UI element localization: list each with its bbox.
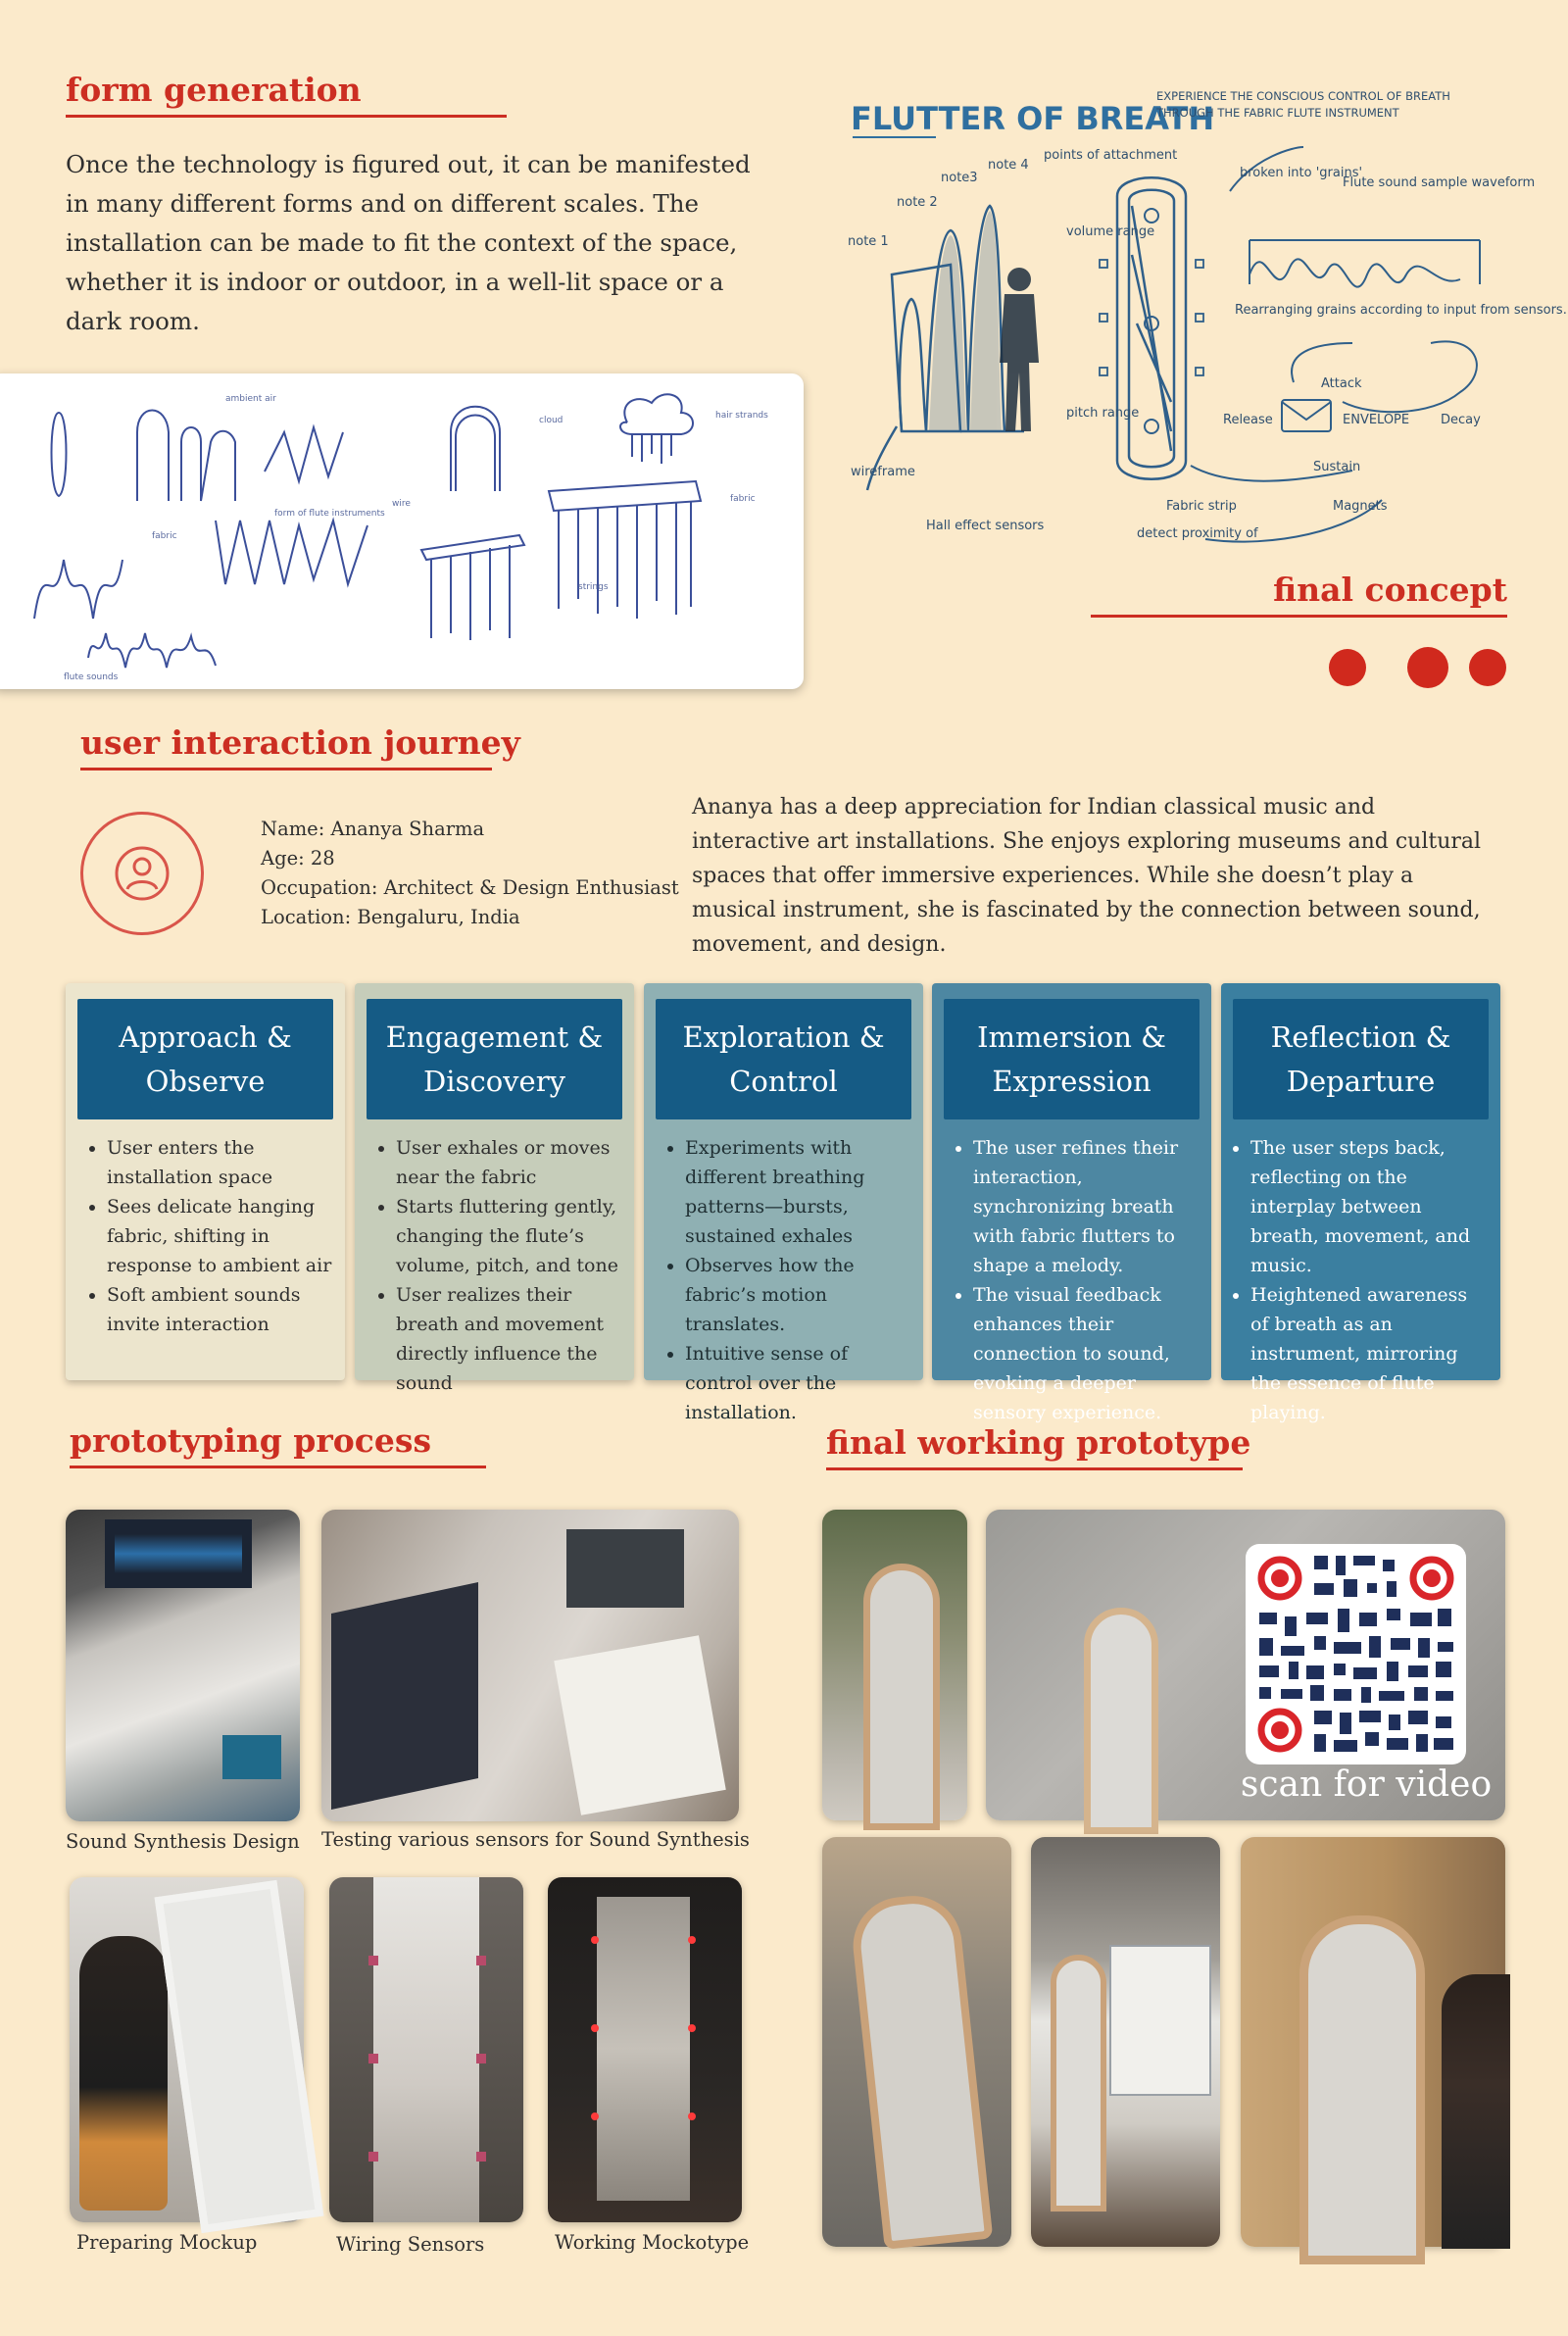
concept-sketch	[843, 78, 1567, 569]
prototype-arch	[1084, 1608, 1158, 1834]
label-note4: note 4	[988, 158, 1029, 173]
stage-immersion	[932, 983, 1211, 1423]
caption-working: Working Mockotype	[555, 2231, 750, 2254]
label-proximity: detect proximity of	[1137, 526, 1258, 541]
stage-list	[1221, 1133, 1500, 1427]
concept-diagram	[843, 78, 1567, 569]
form-generation-text: Once the technology is figured out, it can be manifested in many different forms and on different scales. The installation can be made to fit the context of the space, whether it is indoor or outdoor, in a well-lit space or a dark room.	[66, 150, 751, 335]
mockup-frame	[155, 1880, 324, 2233]
photo-working-mockotype	[548, 1877, 742, 2222]
stage-title: Approach & Observe	[77, 999, 333, 1119]
exhibition-board	[1109, 1945, 1211, 2096]
list-item: • Intuitive sense of control over the installation.	[685, 1339, 911, 1427]
caption-mockup: Preparing Mockup	[76, 2231, 258, 2254]
prototyping-heading: prototyping process	[70, 1421, 486, 1468]
persona-occupation: Occupation: Architect & Design Enthusiast	[261, 876, 679, 899]
stage-title: Immersion & Expression	[944, 999, 1200, 1119]
form-generation-heading: form generation	[66, 71, 507, 118]
list-item: • Soft ambient sounds invite interaction	[107, 1280, 333, 1339]
stage-list	[355, 1133, 634, 1398]
persona-details	[261, 815, 679, 932]
decorative-dot-3	[1469, 649, 1506, 686]
list-item: • Heightened awareness of breath as an instrument, mirroring the essence of flute playing.	[1250, 1280, 1489, 1427]
viewer-figure	[1442, 1974, 1510, 2249]
list-item: • Sees delicate hanging fabric, shifting in response to ambient air	[107, 1192, 333, 1280]
laptop-screen	[105, 1519, 252, 1588]
laptop	[331, 1582, 478, 1810]
list-item: • Experiments with different breathing patterns—bursts, sustained exhales	[685, 1133, 911, 1251]
svg-text:cloud: cloud	[539, 416, 564, 425]
stage-approach	[66, 983, 345, 1380]
stage-exploration	[644, 983, 923, 1423]
fabric-strip	[373, 1877, 479, 2222]
list-item: • The visual feedback enhances their connection to sound, evoking a deeper sensory experience.	[973, 1280, 1200, 1427]
list-item: • Starts fluttering gently, changing the flute’s volume, pitch, and tone	[396, 1192, 622, 1280]
stage-engagement	[355, 983, 634, 1394]
label-release: Release	[1223, 413, 1273, 427]
prototype-arch	[1299, 1915, 1425, 2264]
photo-prototype-viewer	[1241, 1837, 1505, 2247]
form-sketches-image	[0, 373, 804, 689]
caption-sound-synthesis: Sound Synthesis Design	[66, 1830, 300, 1853]
label-rearranging: Rearranging grains according to input from sensors.	[1235, 303, 1567, 318]
form-sketches-card	[0, 373, 804, 689]
list-item: • User enters the installation space	[107, 1133, 333, 1192]
caption-wiring: Wiring Sensors	[336, 2233, 485, 2256]
user-icon	[83, 815, 201, 932]
stage-title: Reflection & Departure	[1233, 999, 1489, 1119]
qr-code[interactable]	[1246, 1544, 1466, 1764]
label-sample: Flute sound sample waveform	[1343, 175, 1536, 190]
label-pitch: pitch range	[1066, 406, 1140, 421]
svg-text:form of flute instruments: form of flute instruments	[274, 509, 385, 519]
label-grains: broken into 'grains'	[1240, 166, 1363, 180]
svg-text:wire: wire	[392, 499, 411, 509]
label-note1: note 1	[848, 234, 889, 249]
prototype-arch	[863, 1564, 940, 1830]
circuit-board	[222, 1735, 281, 1779]
list-item: • The user refines their interaction, synchronizing breath with fabric flutters to shape a melody.	[973, 1133, 1200, 1280]
photo-testing-sensors	[321, 1510, 739, 1821]
svg-text:strings: strings	[578, 582, 609, 592]
persona-location: Location: Bengaluru, India	[261, 906, 520, 928]
photo-wiring-sensors	[329, 1877, 523, 2222]
final-concept-heading: final concept	[1091, 571, 1507, 618]
concept-title: FLUTTER OF BREATH	[851, 100, 1215, 137]
label-wireframe: wireframe	[851, 465, 915, 479]
photo-prototype-exhibition	[1031, 1837, 1220, 2247]
person-figure	[79, 1936, 168, 2211]
user-journey-heading: user interaction journey	[80, 723, 492, 770]
label-volume: volume range	[1066, 224, 1155, 239]
svg-text:fabric: fabric	[730, 494, 756, 504]
label-sustain: Sustain	[1313, 460, 1361, 474]
photo-outdoor-prototype	[822, 1510, 967, 1820]
caption-testing: Testing various sensors for Sound Synthesis	[321, 1828, 750, 1851]
notebook-sketches	[554, 1635, 726, 1815]
photo-sound-synthesis	[66, 1510, 300, 1821]
photo-preparing-mockup	[70, 1877, 304, 2222]
stage-reflection	[1221, 983, 1500, 1423]
label-attack: Attack	[1321, 376, 1362, 391]
label-fabric: Fabric strip	[1166, 499, 1237, 514]
photo-prototype-handheld	[822, 1837, 1011, 2247]
persona-age: Age: 28	[261, 847, 335, 870]
stage-list	[66, 1133, 345, 1339]
lit-fabric	[597, 1897, 690, 2201]
svg-text:ambient air: ambient air	[225, 394, 276, 404]
list-item: • User exhales or moves near the fabric	[396, 1133, 622, 1192]
svg-text:flute sounds: flute sounds	[64, 672, 119, 682]
svg-text:fabric: fabric	[152, 531, 177, 541]
decorative-dot-2	[1407, 647, 1448, 688]
prototype-arch	[1051, 1955, 1106, 2212]
label-note2: note 2	[897, 195, 938, 210]
label-decay: Decay	[1441, 413, 1481, 427]
list-item: • Observes how the fabric’s motion translates.	[685, 1251, 911, 1339]
prototype-arch	[849, 1891, 994, 2250]
list-item: • User realizes their breath and movement directly influence the sound	[396, 1280, 622, 1398]
label-note3: note3	[941, 171, 978, 185]
persona-bio: Ananya has a deep appreciation for Indian classical music and interactive art installations. She enjoys exploring museums and cultural spaces that offer immersive experiences. While she doesn’t play a musical instrument, she is fascinated by the connection between sound, movement, and design.	[692, 795, 1482, 957]
stage-title: Exploration & Control	[656, 999, 911, 1119]
persona-avatar	[80, 812, 204, 935]
photo-qr-prototype	[986, 1510, 1505, 1820]
stage-list	[932, 1133, 1211, 1427]
decorative-dot-1	[1329, 649, 1366, 686]
final-prototype-heading: final working prototype	[826, 1423, 1243, 1470]
label-envelope: ENVELOPE	[1343, 413, 1410, 427]
label-magnets: Magnets	[1333, 499, 1388, 514]
label-points: points of attachment	[1044, 148, 1178, 163]
qr-code-graphic	[1246, 1544, 1466, 1764]
label-hall: Hall effect sensors	[926, 519, 1045, 533]
stage-title: Engagement & Discovery	[367, 999, 622, 1119]
scan-for-video-label: scan for video	[1240, 1764, 1493, 1805]
list-item: • The user steps back, reflecting on the interplay between breath, movement, and music.	[1250, 1133, 1489, 1280]
stage-list	[644, 1133, 923, 1427]
svg-text:hair strands: hair strands	[715, 411, 768, 421]
electronics	[566, 1529, 684, 1608]
concept-subtitle: EXPERIENCE THE CONSCIOUS CONTROL OF BREATH THROUGH THE FABRIC FLUTE INSTRUMENT	[1156, 89, 1450, 120]
persona-name: Name: Ananya Sharma	[261, 818, 485, 840]
